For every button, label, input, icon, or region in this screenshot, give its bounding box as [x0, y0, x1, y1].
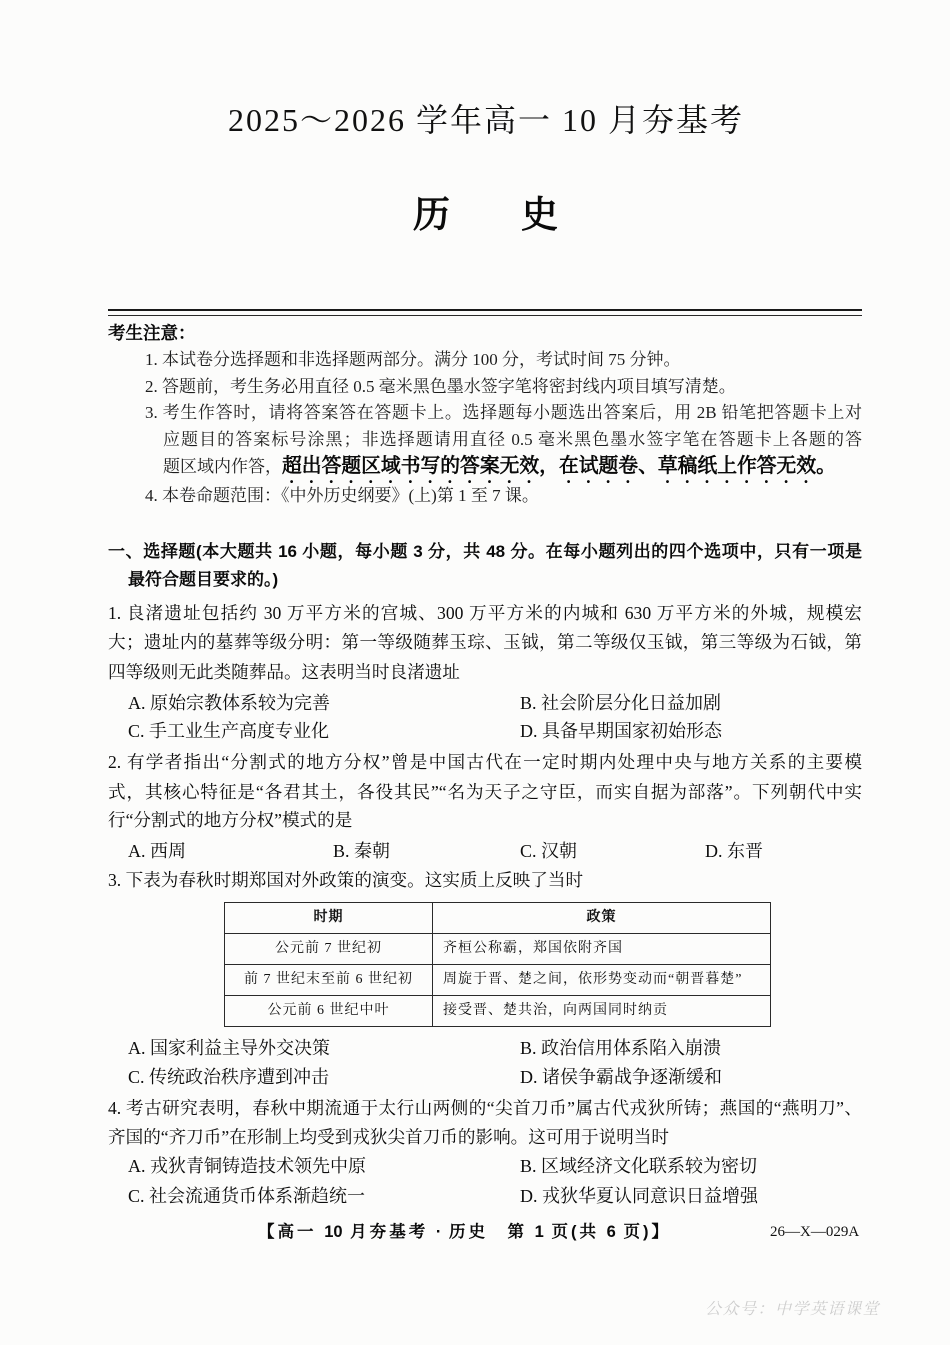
question-1-stem-line-1: 1. 良渚遗址包括约 30 万平方米的宫城、300 万平方米的内城和 630 万平方米的外城，规模宏 [108, 603, 862, 623]
question-1-option-c: C. 手工业生产高度专业化 [128, 721, 330, 741]
notice-item-3-line-1: 3. 考生作答时，请将答案答在答题卡上。选择题每小题选出答案后，用 2B 铅笔把答题卡上对 [145, 403, 862, 422]
footer-page-label: 【高一 10 月夯基考 · 历史 第 1 页(共 6 页)】 [258, 1223, 668, 1241]
question-2-stem-line-2: 式，其核心特征是“各君其土，各役其民”“名为天子之守臣，而实自据为部落”。下列朝代中实 [108, 782, 862, 802]
notice-item-3-line-3 [163, 452, 836, 480]
question-4-option-b: B. 区域经济文化联系较为密切 [520, 1156, 758, 1176]
subject-title: 历史 [413, 195, 629, 236]
question-2-option-c: C. 汉朝 [520, 841, 578, 861]
table-row [225, 996, 771, 1027]
question-3-option-a: A. 国家利益主导外交决策 [128, 1038, 330, 1058]
question-2-stem-line-3: 行“分割式的地方分权”模式的是 [108, 810, 353, 830]
question-3-option-d: D. 诸侯争霸战争逐渐缓和 [520, 1067, 722, 1087]
question-1-option-d: D. 具备早期国家初始形态 [520, 721, 722, 741]
table-cell-period: 公元前 7 世纪初 [225, 934, 433, 965]
table-row [225, 934, 771, 965]
notice-item-2: 2. 答题前，考生务必用直径 0.5 毫米黑色墨水签字笔将密封线内项目填写清楚。 [145, 377, 736, 396]
question-3-option-b: B. 政治信用体系陷入崩溃 [520, 1038, 722, 1058]
watermark-text: 公众号：中学英语课堂 [705, 1301, 881, 1318]
table-cell-period: 前 7 世纪末至前 6 世纪初 [225, 965, 433, 996]
question-1-stem-line-3: 四等级则无此类随葬品。这表明当时良渚遗址 [108, 662, 460, 682]
question-4-option-a: A. 戎狄青铜铸造技术领先中原 [128, 1156, 366, 1176]
question-2-option-d: D. 东晋 [705, 841, 763, 861]
notice-item-1: 1. 本试卷分选择题和非选择题两部分。满分 100 分，考试时间 75 分钟。 [145, 350, 681, 369]
table-header-row [225, 903, 771, 934]
exam-title: 2025～2026 学年高一 10 月夯基考 [228, 102, 745, 138]
notice-item-3-line-3-start: 题区域内作答， [163, 457, 282, 476]
footer-paper-code: 26—X—029A [770, 1224, 860, 1240]
question-2-option-a: A. 西周 [128, 841, 186, 861]
notice-item-3-line-2: 应题目的答案标号涂黑；非选择题请用直径 0.5 毫米黑色墨水签字笔在答题卡上各题的答 [163, 430, 862, 449]
table-header-period: 时期 [225, 903, 433, 934]
section-heading-line-2: 最符合题目要求的。) [128, 570, 279, 589]
table-cell-policy: 接受晋、楚共治，向两国同时纳贡 [433, 996, 771, 1027]
policy-table [224, 902, 771, 1027]
question-3-stem-line-1: 3. 下表为春秋时期郑国对外政策的演变。这实质上反映了当时 [108, 870, 584, 890]
question-3-option-c: C. 传统政治秩序遭到冲击 [128, 1067, 330, 1087]
question-2-option-b: B. 秦朝 [333, 841, 391, 861]
question-1-stem-line-2: 大；遗址内的墓葬等级分明：第一等级随葬玉琮、玉钺，第二等级仅玉钺，第三等级为石钺，第 [108, 632, 862, 652]
table-row [225, 965, 771, 996]
notice-item-4: 4. 本卷命题范围：《中外历史纲要》(上)第 1 至 7 课。 [145, 486, 539, 505]
question-1-option-a: A. 原始宗教体系较为完善 [128, 693, 330, 713]
question-4-stem-line-1: 4. 考古研究表明，春秋中期流通于太行山两侧的“尖首刀币”属古代戎狄所铸；燕国的“燕明刀”、 [108, 1098, 862, 1118]
section-heading-line-1: 一、选择题(本大题共 16 小题，每小题 3 分，共 48 分。在每小题列出的四个选项中，只有一项是 [108, 542, 862, 561]
question-4-option-d: D. 戎狄华夏认同意识日益增强 [520, 1186, 758, 1206]
table-header-policy: 政策 [433, 903, 771, 934]
notice-heading: 考生注意： [108, 323, 196, 343]
header-divider [108, 309, 862, 316]
table-cell-policy: 齐桓公称霸，郑国依附齐国 [433, 934, 771, 965]
table-cell-policy: 周旋于晋、楚之间，依形势变动而“朝晋暮楚” [433, 965, 771, 996]
question-1-option-b: B. 社会阶层分化日益加剧 [520, 693, 722, 713]
question-4-stem-line-2: 齐国的“齐刀币”在形制上均受到戎狄尖首刀币的影响。这可用于说明当时 [108, 1127, 670, 1147]
question-2-stem-line-1: 2. 有学者指出“分割式的地方分权”曾是中国古代在一定时期内处理中央与地方关系的主要模 [108, 752, 862, 772]
table-cell-period: 公元前 6 世纪中叶 [225, 996, 433, 1027]
notice-emphasis-warning: 超出答题区域书写的答案无效，在试题卷、草稿纸上作答无效。 [282, 455, 836, 477]
question-4-option-c: C. 社会流通货币体系渐趋统一 [128, 1186, 366, 1206]
